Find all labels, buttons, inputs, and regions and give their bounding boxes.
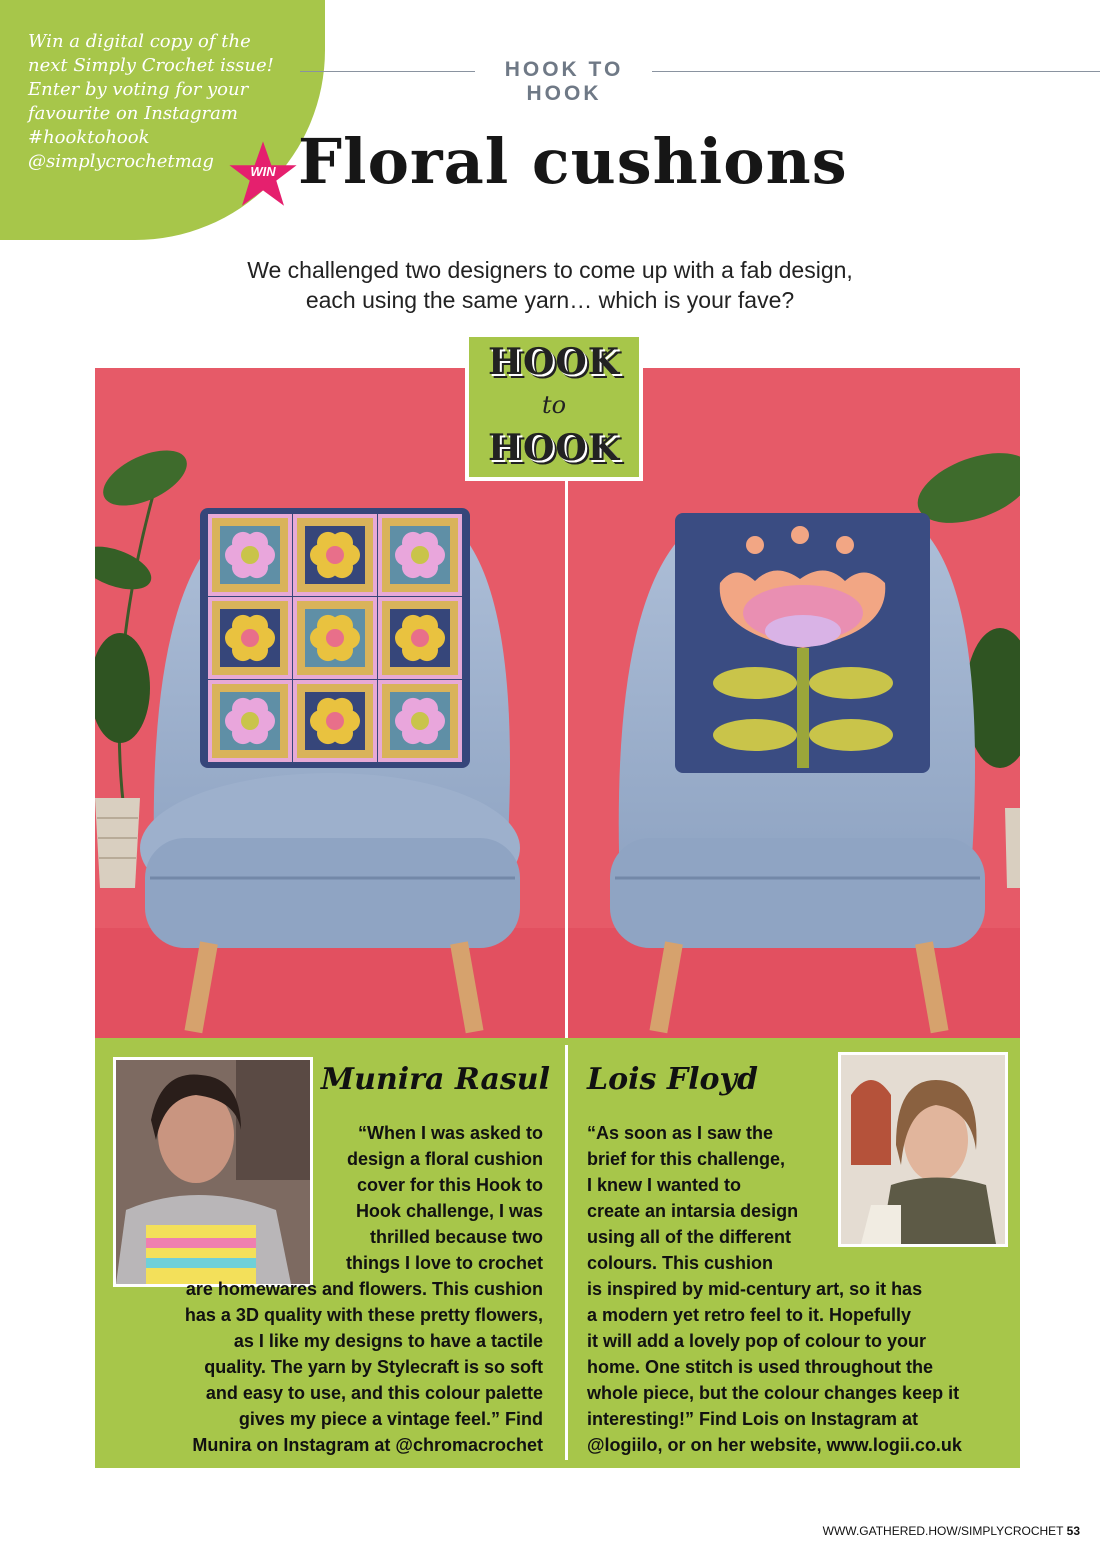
bio-line: Munira on Instagram at @chromacrochet [192,1435,543,1455]
bio-line: whole piece, but the colour changes keep it [587,1383,960,1403]
bio-line: cover for this Hook to [356,1175,543,1195]
logo-word-top: HOOK [487,341,621,383]
bio-line: interesting!” Find Lois on Instagram at [587,1409,919,1429]
bio-line: @logiilo, or on her website, www.logii.co.uk [587,1435,962,1455]
logo-word-bottom: HOOK [487,427,621,469]
bio-line: has a 3D quality with these pretty flowers, [184,1305,543,1325]
bio-line: quality. The yarn by Stylecraft is so soft [204,1357,543,1377]
competition-line: favourite on Instagram [28,103,238,124]
competition-line: Win a digital copy of the [28,31,251,52]
page-number: 53 [1066,1524,1080,1538]
cushion-retro-flower [675,513,930,773]
bio-line: brief for this challenge, [587,1149,786,1169]
bio-line: a modern yet retro feel to it. Hopefully [587,1305,912,1325]
bio-line: is inspired by mid-century art, so it has [587,1279,923,1299]
bio-line: thrilled because two [369,1227,543,1247]
bio-line: gives my piece a vintage feel.” Find [238,1409,543,1429]
intro-text [150,255,950,315]
page-title: Floral cushions [298,125,848,198]
bio-line: things I love to crochet [345,1253,543,1273]
bio-divider [565,1045,568,1460]
designer-bio-munira [113,1120,543,1458]
section-rule-right [652,71,1100,72]
hook-to-hook-logo [465,333,643,481]
competition-handle: @simplycrochetmag [28,151,214,172]
footer-url: WWW.GATHERED.HOW/SIMPLYCROCHET [822,1524,1064,1538]
cushion-granny-squares [200,508,470,768]
bio-line: as I like my designs to have a tactile [233,1331,543,1351]
bio-line: create an intarsia design [587,1201,799,1221]
competition-line: Enter by voting for your [28,79,249,100]
win-badge-label: WIN [250,164,276,179]
bio-line: design a floral cushion [346,1149,543,1169]
bio-line: are homewares and flowers. This cushion [185,1279,543,1299]
section-rule-left [300,71,475,72]
logo-word-middle: to [541,391,567,419]
bio-line: home. One stitch is used throughout the [587,1357,934,1377]
designer-bio-lois [587,1120,1007,1458]
designer-name-lois: Lois Floyd [587,1062,758,1097]
bio-line: “When I was asked to [357,1123,543,1143]
bio-line: I knew I wanted to [587,1175,742,1195]
bio-line: Hook challenge, I was [355,1201,543,1221]
designer-name-munira: Munira Rasul [320,1062,550,1097]
intro-line: We challenged two designers to come up with a fab design, [247,257,853,283]
bio-line: and easy to use, and this colour palette [205,1383,543,1403]
page-footer [700,1524,1080,1538]
competition-hashtag: #hooktohook [28,127,150,148]
competition-line: next Simply Crochet issue! [28,55,274,76]
bio-line: “As soon as I saw the [587,1123,774,1143]
section-title: HOOK TO HOOK [504,58,624,105]
intro-line: each using the same yarn… which is your fave? [305,287,795,313]
bio-line: it will add a lovely pop of colour to your [587,1331,927,1351]
bio-line: using all of the different [587,1227,792,1247]
bio-line: colours. This cushion [587,1253,774,1273]
